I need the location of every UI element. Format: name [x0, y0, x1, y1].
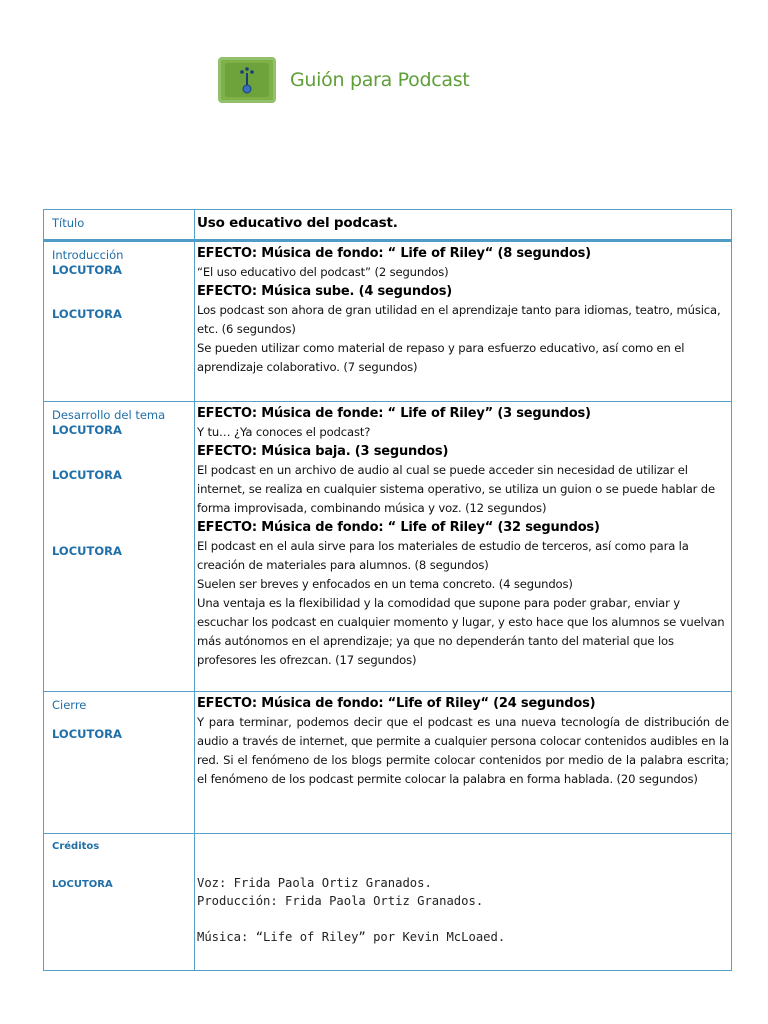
desarrollo-effect-3: EFECTO: Música de fondo: “ Life of Riley“ (32 segundos) [197, 520, 600, 535]
intro-label: Introducción [52, 248, 124, 262]
credit-musica: Música: “Life of Riley” por Kevin McLoaed. [197, 930, 506, 944]
document-title: Guión para Podcast [290, 69, 470, 91]
intro-speaker-2: LOCUTORA [52, 307, 122, 321]
cell-titulo-value [195, 210, 732, 241]
creditos-speaker-1: LOCUTORA [52, 879, 113, 890]
cell-creditos-label [44, 834, 195, 971]
cell-intro-content [195, 241, 732, 402]
intro-effect-1: EFECTO: Música de fondo: “ Life of Riley“ (8 segundos) [197, 246, 591, 261]
script-table [43, 209, 732, 971]
desarrollo-effect-2: EFECTO: Música baja. (3 segundos) [197, 444, 449, 459]
creditos-label: Créditos [52, 841, 100, 852]
music-note-icon [232, 65, 262, 95]
cierre-speaker-1: LOCUTORA [52, 727, 122, 741]
intro-effect-2: EFECTO: Música sube. (4 segundos) [197, 284, 452, 299]
cell-desarrollo-content [195, 402, 732, 692]
cell-cierre-content [195, 692, 732, 834]
titulo-value: Uso educativo del podcast. [197, 215, 398, 231]
document-header [218, 56, 469, 104]
cell-cierre-label [44, 692, 195, 834]
desarrollo-speaker-3: LOCUTORA [52, 544, 122, 558]
credit-voz: Voz: Frida Paola Ortiz Granados. [197, 876, 432, 890]
desarrollo-speaker-2: LOCUTORA [52, 468, 122, 482]
desarrollo-text-5: Una ventaja es la flexibilidad y la comodidad que supone para poder grabar, enviar y escuchar los podcast en cualquier momento y lugar, y esto hace que los alumnos se vuelvan más autónomos en el aprendizaje; ya que no dependerán tanto del material que los profesores les ofrezcan. (17 segundos) [197, 596, 725, 667]
desarrollo-speaker-1: LOCUTORA [52, 423, 122, 437]
intro-speaker-1: LOCUTORA [52, 263, 122, 277]
desarrollo-text-4: Suelen ser breves y enfocados en un tema concreto. (4 segundos) [197, 577, 573, 591]
cell-intro-label [44, 241, 195, 402]
intro-text-2: Los podcast son ahora de gran utilidad en el aprendizaje tanto para idiomas, teatro, música, etc. (6 segundos) [197, 303, 721, 336]
row-creditos [44, 834, 732, 971]
cell-desarrollo-label [44, 402, 195, 692]
cierre-text-1: Y para terminar, podemos decir que el podcast es una nueva tecnología de distribución de audio a través de internet, que permite a cualquier persona colocar contenidos audibles en la red. Si el fenómeno de los blogs permite colocar contenidos por medio de la palabra escrita; el fenómeno de los podcast permite colocar la palabra en forma hablada. (20 segundos) [197, 715, 729, 786]
cierre-effect-1: EFECTO: Música de fondo: “Life of Riley“ (24 segundos) [197, 696, 596, 711]
row-titulo [44, 210, 732, 241]
desarrollo-text-3: El podcast en el aula sirve para los materiales de estudio de terceros, así como para la creación de materiales para alumnos. (8 segundos) [197, 539, 689, 572]
credit-produccion: Producción: Frida Paola Ortiz Granados. [197, 894, 484, 908]
desarrollo-text-2: El podcast en un archivo de audio al cual se puede acceder sin necesidad de utilizar el internet, se realiza en cualquier sistema operativo, se utiliza un guion o se puede hablar de forma improvisada, combinando música y voz. (12 segundos) [197, 463, 715, 515]
desarrollo-label: Desarrollo del tema [52, 408, 166, 422]
desarrollo-effect-1: EFECTO: Música de fonde: “ Life of Riley” (3 segundos) [197, 406, 591, 421]
cell-titulo-label [44, 210, 195, 241]
row-introduccion [44, 241, 732, 402]
intro-text-3: Se pueden utilizar como material de repaso y para esfuerzo educativo, así como en el aprendizaje colaborativo. (7 segundos) [197, 341, 685, 374]
desarrollo-text-1: Y tu… ¿Ya conoces el podcast? [197, 425, 371, 439]
row-cierre [44, 692, 732, 834]
cierre-label: Cierre [52, 698, 87, 712]
cell-creditos-content [195, 834, 732, 971]
row-desarrollo [44, 402, 732, 692]
intro-text-1: “El uso educativo del podcast” (2 segundos) [197, 265, 449, 279]
podcast-logo [218, 57, 276, 103]
titulo-label: Título [52, 216, 85, 230]
